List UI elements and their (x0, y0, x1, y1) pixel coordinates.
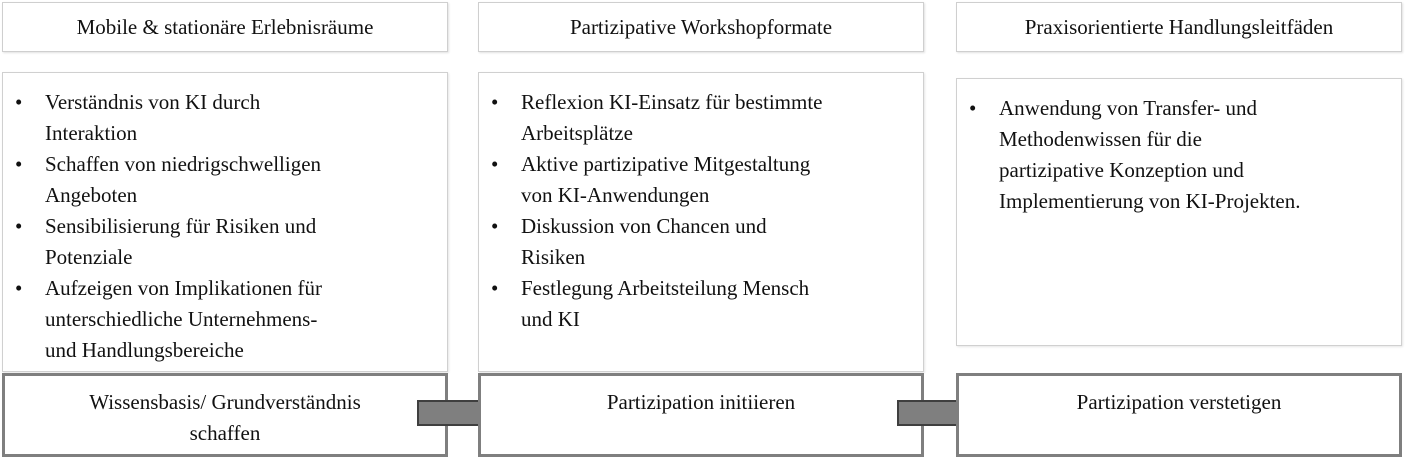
bullet-icon: • (15, 90, 23, 114)
column-1-bullet-list (3, 87, 447, 366)
list-item: • Diskussion von Chancen und Risiken (479, 211, 923, 273)
column-2-header-text: Partizipative Workshopformate (569, 14, 833, 39)
column-3-header-text: Praxisorientierte Handlungsleitfäden (1024, 14, 1334, 39)
column-2-footer-text: Partizipation initiieren (606, 390, 796, 414)
list-item: • Sensibilisierung für Risiken und Potenziale (3, 211, 447, 273)
bullet-icon: • (15, 152, 23, 176)
list-item: • Aktive partizipative Mitgestaltung von KI-Anwendungen (479, 149, 923, 211)
column-1-content (2, 72, 448, 372)
column-3-bullet-list (957, 93, 1401, 217)
bullet-icon: • (969, 96, 977, 120)
column-2-content (478, 72, 924, 372)
list-item: • Anwendung von Transfer- und Methodenwissen für die partizipative Konzeption und Implementierung von KI-Projekten. (957, 93, 1401, 217)
column-2-header (478, 2, 924, 52)
bullet-icon: • (15, 214, 23, 238)
bullet-icon: • (15, 276, 23, 300)
column-2-bullet-list (479, 87, 923, 335)
list-item: • Schaffen von niedrigschwelligen Angeboten (3, 149, 447, 211)
column-1-footer (2, 373, 448, 457)
column-1-header-text: Mobile & stationäre Erlebnisräume (76, 14, 374, 39)
list-item: • Verständnis von KI durch Interaktion (3, 87, 447, 149)
column-3-header (956, 2, 1402, 52)
bullet-icon: • (491, 214, 499, 238)
list-item: • Reflexion KI-Einsatz für bestimmte Arbeitsplätze (479, 87, 923, 149)
list-item: • Aufzeigen von Implikationen für unterschiedliche Unternehmens- und Handlungsbereiche (3, 273, 447, 366)
column-3-footer-text: Partizipation verstetigen (1076, 390, 1282, 414)
bullet-icon: • (491, 90, 499, 114)
column-2-footer (478, 373, 924, 457)
column-3-footer (956, 373, 1402, 457)
bullet-icon: • (491, 152, 499, 176)
column-1-header (2, 2, 448, 52)
list-item: • Festlegung Arbeitsteilung Mensch und KI (479, 273, 923, 335)
bullet-icon: • (491, 276, 499, 300)
column-1-footer-text: Wissensbasis/ Grundverständnis schaffen (89, 390, 361, 445)
column-3-content (956, 78, 1402, 346)
